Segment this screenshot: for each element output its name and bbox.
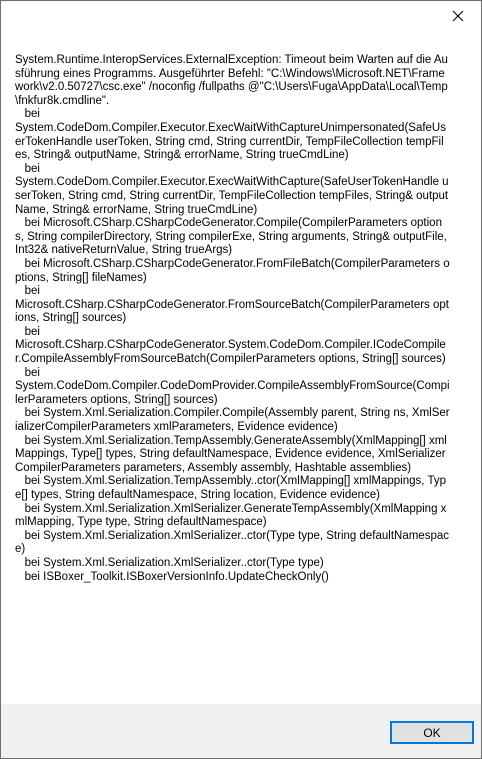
- title-bar: [1, 1, 481, 31]
- message-area: [1, 31, 481, 704]
- button-bar: [1, 704, 481, 758]
- close-button[interactable]: [435, 1, 481, 31]
- error-message-text: System.Runtime.InteropServices.ExternalException: Timeout beim Warten auf die Ausführung eines Programms. Ausgeführter Befehl: "C:\Windows\Microsoft.NET\Framework\v2.0.50727\csc.exe" /noconfig /fullpaths @"C:\Users\Fuga\AppData\Local\Temp\fnkfur8k.cmdline". bei System.CodeDom.Compiler.Executor.ExecWaitWithCaptureUnimpersonated(SafeUserTokenHandle userToken, String cmd, String currentDir, TempFileCollection tempFiles, String& outputName, String& errorName, String trueCmdLine) bei System.CodeDom.Compiler.Executor.ExecWaitWithCapture(SafeUserTokenHandle userToken, String cmd, String currentDir, TempFileCollection tempFiles, String& outputName, String& errorName, String trueCmdLine) bei Microsoft.CSharp.CSharpCodeGenerator.Compile(CompilerParameters options, String compilerDirectory, String compilerExe, String arguments, String& outputFile, Int32& nativeReturnValue, String trueArgs) bei Microsoft.CSharp.CSharpCodeGenerator.FromFileBatch(CompilerParameters options, String[] fileNames) bei Microsoft.CSharp.CSharpCodeGenerator.FromSourceBatch(CompilerParameters options, String[] sources) bei Microsoft.CSharp.CSharpCodeGenerator.System.CodeDom.Compiler.ICodeCompiler.CompileAssemblyFromSourceBatch(CompilerParameters options, String[] sources) bei System.CodeDom.Compiler.CodeDomProvider.CompileAssemblyFromSource(CompilerParameters options, String[] sources) bei System.Xml.Serialization.Compiler.Compile(Assembly parent, String ns, XmlSerializerCompilerParameters xmlParameters, Evidence evidence) bei System.Xml.Serialization.TempAssembly.GenerateAssembly(XmlMapping[] xmlMappings, Type[] types, String defaultNamespace, Evidence evidence, XmlSerializerCompilerParameters parameters, Assembly assembly, Hashtable assemblies) bei System.Xml.Serialization.TempAssembly..ctor(XmlMapping[] xmlMappings, Type[] types, String defaultNamespace, String location, Evidence evidence) bei System.Xml.Serialization.XmlSerializer.GenerateTempAssembly(XmlMapping xmlMapping, Type type, String defaultNamespace) bei System.Xml.Serialization.XmlSerializer..ctor(Type type, String defaultNamespace) bei System.Xml.Serialization.XmlSerializer..ctor(Type type) bei ISBoxer_Toolkit.ISBoxerVersionInfo.UpdateCheckOnly(): [15, 54, 450, 583]
- ok-button[interactable]: OK: [390, 721, 474, 744]
- close-icon: [452, 10, 464, 22]
